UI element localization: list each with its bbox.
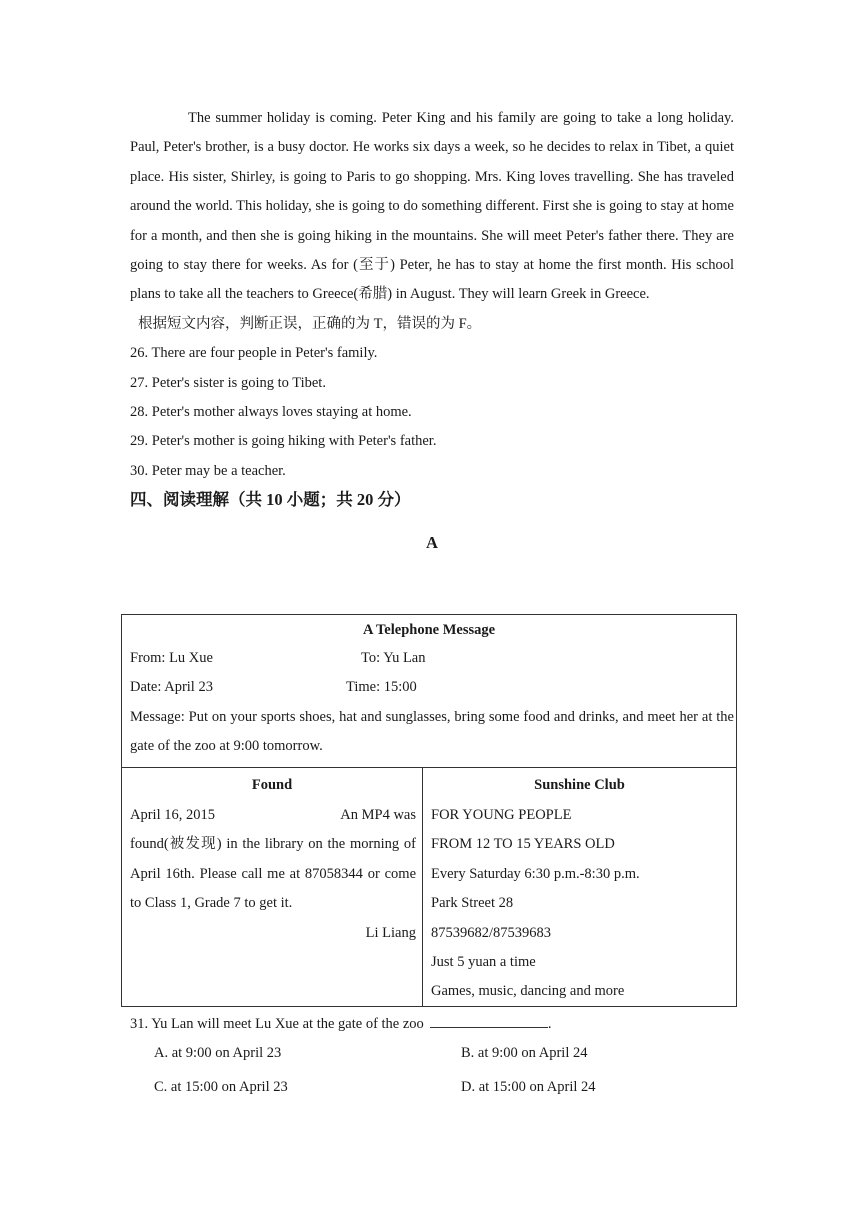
found-date: April 16, 2015	[130, 807, 215, 823]
found-text: found(被发现) in the library on the morning of April 16th. Please call me at 87058344 or come to Class 1, Grade 7 to get it.	[130, 836, 416, 912]
club-line: FOR YOUNG PEOPLE	[431, 807, 572, 823]
club-title: Sunshine Club	[534, 777, 625, 793]
notices-table	[121, 614, 737, 1007]
found-body	[130, 801, 416, 948]
statement-30: 30. Peter may be a teacher.	[130, 462, 286, 479]
club-line: 87539682/87539683	[431, 924, 552, 941]
found-date-line	[130, 801, 416, 830]
found-notice-cell	[122, 768, 423, 1006]
question-31	[130, 1012, 740, 1036]
section-title: 四、阅读理解（共 10 小题；共 20 分）	[130, 490, 411, 510]
club-line: FROM 12 TO 15 YEARS OLD	[431, 836, 615, 853]
statement-27: 27. Peter's sister is going to Tibet.	[130, 374, 326, 391]
club-line: Every Saturday 6:30 p.m.-8:30 p.m.	[431, 865, 640, 882]
telephone-message-title: A Telephone Message	[362, 622, 496, 638]
message-to: To: Yu Lan	[361, 650, 426, 666]
question-31-text: 31. Yu Lan will meet Lu Xue at the gate of the zoo	[130, 1016, 424, 1032]
document-page	[130, 104, 734, 557]
option-c: C. at 15:00 on April 23	[154, 1079, 288, 1095]
club-line: Park Street 28	[431, 895, 514, 912]
instruction-text: 根据短文内容，判断正误，正确的为 T，错误的为 F。	[138, 315, 482, 332]
option-a: A. at 9:00 on April 23	[154, 1045, 282, 1061]
answer-blank	[430, 1013, 548, 1028]
statement-26: 26. There are four people in Peter's family.	[130, 345, 378, 362]
club-details	[431, 801, 640, 1007]
reading-passage	[130, 104, 734, 310]
club-line: Games, music, dancing and more	[431, 983, 625, 1000]
found-signature: Li Liang	[365, 924, 416, 941]
message-from: From: Lu Xue	[130, 650, 213, 666]
section-letter: A	[426, 533, 438, 553]
statement-29: 29. Peter's mother is going hiking with Peter's father.	[130, 433, 437, 450]
club-line: Just 5 yuan a time	[431, 954, 536, 971]
statement-28: 28. Peter's mother always loves staying at home.	[130, 404, 412, 421]
message-date: Date: April 23	[130, 679, 213, 695]
found-title: Found	[251, 777, 293, 793]
found-lead: An MP4 was	[340, 807, 416, 823]
message-time: Time: 15:00	[346, 679, 417, 695]
sunshine-club-cell	[423, 768, 736, 1006]
question-31-stem: 31. Yu Lan will meet Lu Xue at the gate of the zoo .	[130, 1012, 740, 1036]
passage-text: The summer holiday is coming. Peter King and his family are going to take a long holiday. Paul, Peter's brother, is a busy doctor. He works six days a week, so he decides to relax in Tibet, a quiet place. His sister, Shirley, is going to Paris to go shopping. Mrs. King loves travelling. She has traveled around the world. This holiday, she is going to do something different. First she is going to stay at home for a month, and then she is going hiking in the mountains. She will meet Peter's father there. They are going to stay there for weeks. As for (至于) Peter, he has to stay at home the first month. His school plans to take all the teachers to Greece(希腊) in August. They will learn Greek in Greece.	[130, 110, 734, 303]
option-b: B. at 9:00 on April 24	[461, 1045, 588, 1061]
message-body: Message: Put on your sports shoes, hat and sunglasses, bring some food and drinks, and meet her at the gate of the zoo at 9:00 tomorrow.	[130, 709, 734, 755]
option-d: D. at 15:00 on April 24	[461, 1079, 596, 1095]
telephone-message-cell	[122, 615, 736, 768]
